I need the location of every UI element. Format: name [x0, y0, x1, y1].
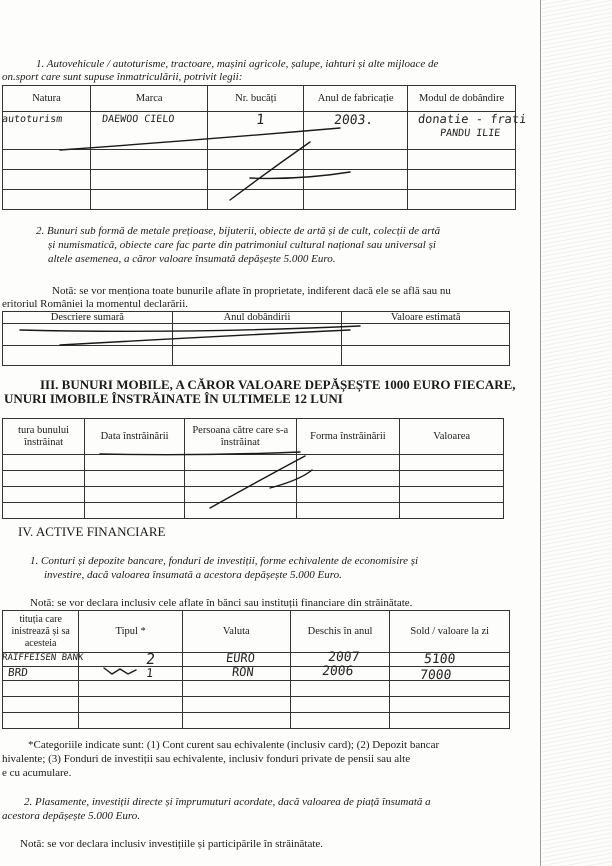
col-sold: Sold / valoare la zi	[390, 611, 510, 653]
account1-balance: 5100	[423, 652, 457, 667]
vehicles-intro-line2: on.sport care sunt supuse înmatriculării, potrivit legii:	[2, 71, 243, 83]
vehicle-mod-value-line2: PANDU ILIE	[439, 128, 501, 139]
vehicles-intro-line1: 1. Autovehicule / autoturisme, tractoare, mașini agricole, șalupe, iahturi și alte mijloace de	[36, 58, 439, 70]
col-descriere: Descriere sumară	[3, 312, 173, 324]
vehicle-marca-value: DAEWOO CIELO	[101, 114, 175, 125]
col-valoarea: Valoarea	[400, 419, 504, 455]
col-valoare-estimata: Valoare estimată	[342, 312, 510, 324]
footnote-line3: e cu acumulare.	[2, 767, 72, 779]
vehicles-table	[2, 85, 516, 210]
account2-currency: RON	[231, 665, 255, 679]
col-an-dobandire: Anul dobândirii	[172, 312, 342, 324]
col-data-instrainarii: Data înstrăinării	[85, 419, 185, 455]
account1-currency: EURO	[225, 651, 256, 665]
account1-year: 2007	[327, 650, 361, 665]
account1-institution: RAIFFEISEN BANK	[1, 653, 84, 663]
vehicle-mod-value-line1: donatie - frati	[417, 112, 528, 126]
accounts-intro-line2: investire, dacă valoarea însumată a acestora depășește 5.000 Euro.	[44, 569, 342, 581]
alienated-goods-table	[2, 418, 504, 519]
col-institutia: tituția care inistrează și sa acesteia	[3, 611, 79, 653]
col-tipul: Tipul *	[79, 611, 183, 653]
valuables-intro-line3: altele asemenea, a căror valoare însumată depășește 5.000 Euro.	[48, 253, 336, 265]
section3-title-line2: UNURI IMOBILE ÎNSTRĂINATE ÎN ULTIMELE 12 LUNI	[4, 391, 343, 406]
page-edge-line	[540, 0, 541, 866]
col-marca: Marca	[90, 86, 207, 112]
vehicle-natura-value: autoturism	[1, 114, 63, 125]
footnote-line2: hivalente; (3) Fonduri de investiții sau echivalente, inclusiv fonduri private de pensii sau alte	[2, 753, 411, 765]
section3-title-line1: III. BUNURI MOBILE, A CĂROR VALOARE DEPĂȘEȘTE 1000 EURO FIECARE,	[40, 377, 516, 392]
section4-title: IV. ACTIVE FINANCIARE	[18, 524, 166, 539]
account1-type: 2	[145, 650, 156, 668]
valuables-note-line1: Notă: se vor menționa toate bunurile aflate în proprietate, indiferent dacă ele se află sau nu	[52, 285, 451, 297]
accounts-intro-line1: 1. Conturi și depozite bancare, fonduri de investiții, forme echivalente de economisire și	[30, 555, 419, 567]
investments-note: Notă: se vor declara inclusiv investițiile și participările în străinătate.	[20, 838, 324, 850]
col-nr-bucati: Nr. bucăți	[208, 86, 304, 112]
col-persoana: Persoana către care s-a înstrăinat	[185, 419, 297, 455]
col-natura: Natura	[3, 86, 91, 112]
valuables-table	[2, 311, 510, 366]
scanned-page-edge	[542, 0, 612, 866]
vehicle-nr-value: 1	[255, 112, 266, 128]
account2-type: 1	[145, 666, 154, 680]
account2-year: 2006	[321, 664, 355, 679]
investments-intro-line2: acestora depășește 5.000 Euro.	[2, 810, 140, 822]
col-valuta: Valuta	[182, 611, 290, 653]
investments-intro-line1: 2. Plasamente, investiții directe și împrumuturi acordate, dacă valoarea de piață însumată a	[24, 796, 431, 808]
valuables-intro-line2: și numismatică, obiecte care fac parte din patrimoniul cultural național sau universal și	[48, 239, 436, 251]
col-natura-bunului: tura bunului înstrăinat	[3, 419, 85, 455]
account2-institution: BRD	[7, 666, 29, 679]
col-mod-dobandire: Modul de dobândire	[408, 86, 516, 112]
account2-balance: 7000	[419, 668, 453, 683]
valuables-intro-line1: 2. Bunuri sub formă de metale prețioase, bijuterii, obiecte de artă și de cult, colecții de artă	[36, 225, 441, 237]
col-forma-instrainarii: Forma înstrăinării	[296, 419, 400, 455]
col-deschis-anul: Deschis în anul	[290, 611, 390, 653]
accounts-note: Notă: se vor declara inclusiv cele aflate în bănci sau instituții financiare din străinătate.	[30, 597, 413, 609]
footnote-line1: *Categoriile indicate sunt: (1) Cont curent sau echivalente (inclusiv card); (2) Depozit bancar	[28, 739, 440, 751]
vehicle-an-value: 2003.	[333, 113, 374, 128]
valuables-note-line2: eritoriul României la momentul declarării.	[2, 298, 189, 310]
col-an-fabricatie: Anul de fabricație	[304, 86, 408, 112]
